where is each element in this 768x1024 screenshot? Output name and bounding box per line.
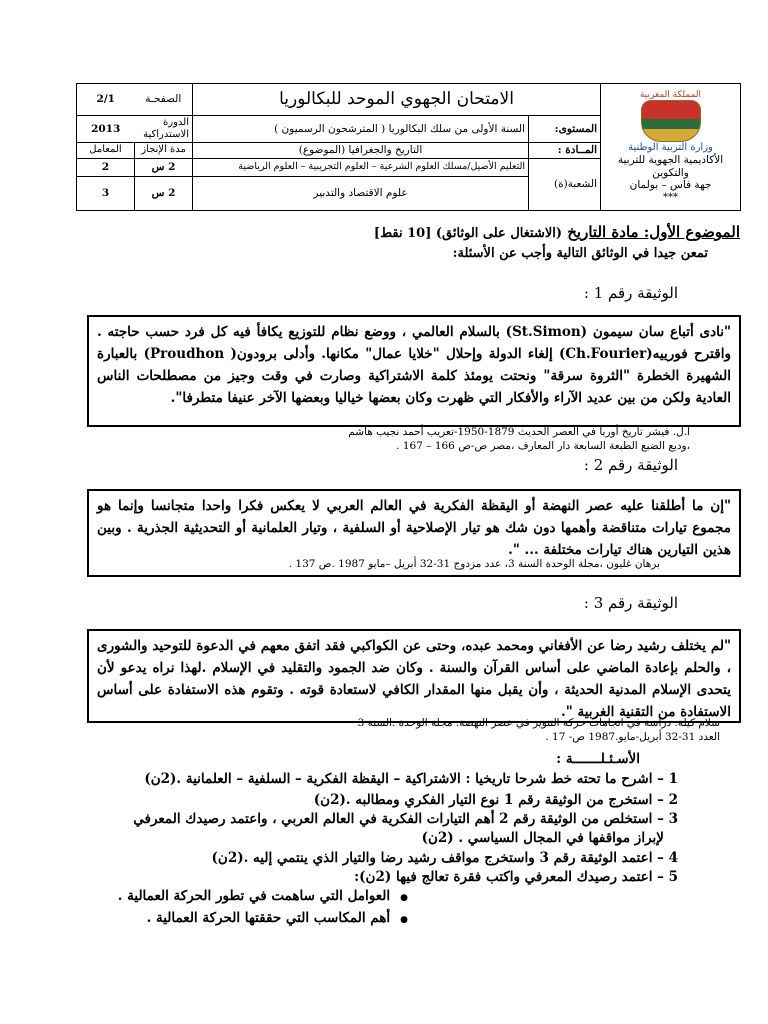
bullet-1-text: العوامل التي ساهمت في تطور الحركة العمالية . <box>117 888 391 904</box>
doc2-text-box: "إن ما أطلقنا عليه عصر النهضة أو اليقظة الفكرية في العالم العربي لا يعكس فكرا واحدا متجانسا وإنما هو مجموع تيارات متناقضة وأهمها دون شك هو تيار الإصلاحية أو السلفية ، وتيار العلمانية أو التحديثية الجذرية . وبين هذين التيارين هناك تيارات مختلفة ... ". <box>87 489 741 577</box>
subject-value: التاريخ والجغرافيا (الموضوع) <box>193 143 529 159</box>
year-value: 2013 <box>77 116 135 143</box>
question-1: 1 – اشرح ما تحته خط شرحا تاريخيا : الاشتراكية – اليقظة الفكرية – السلفية – العلمانية .(2ن) <box>144 771 678 787</box>
bullet-item <box>147 910 408 926</box>
kingdom-label: المملكة المغربية <box>639 89 702 100</box>
doc3-source-line1: سلام كيلة. دراسة في اتجاهات حركة التنوير في عصر النهضة. مجلة الوحدة .السنة 3 <box>357 717 720 729</box>
doc3-source <box>120 716 720 744</box>
doc1-source <box>130 425 690 453</box>
branch1-value: التعليم الأصيل/مسلك العلوم الشرعية – العلوم التجريبية – العلوم الرياضية <box>193 158 529 176</box>
duration-label: مدة الإنجاز <box>135 143 193 159</box>
question-3b: لإبراز مواقفها في المجال السياسي . (2ن) <box>421 830 664 846</box>
question-4: 4 – اعتمد الوثيقة رقم 3 واستخرج مواقف رشيد رضا والتيار الذي ينتمي إليه .(2ن) <box>211 850 678 866</box>
doc1-source-line2: ،وديع الضبع الطبعة السابعة دار المعارف ،مصر ص-ص 166 – 167 . <box>396 440 690 452</box>
duration1-value: 2 س <box>135 158 193 176</box>
doc3-title: الوثيقة رقم 3 : <box>583 594 678 612</box>
question-2: 2 – استخرج من الوثيقة رقم 1 نوع التيار الفكري ومطالبه .(2ن) <box>313 792 678 808</box>
doc3-text-box: "لم يختلف رشيد رضا عن الأفغاني ومحمد عبده، وحتى عن الكواكبي فقد اتفق معهم في الدعوة للتوحيد والشورى ، والحلم بإعادة الماضي على أساس القرآن والسنة . وكان ضد الجمود والتقليد في الإسلام .لهذا نراه يدعو لأن يتحدى الإسلام المدنية الحديثة ، وأن يقبل منها المقدار الكافي لاستعادة قوته . وتقوم هذه الاستفادة على أساس الاستفادة من التقنية الغربية ". <box>87 629 741 723</box>
level-value: السنة الأولى من سلك البكالوريا ( المترشحون الرسميون ) <box>193 116 529 143</box>
doc2-title: الوثيقة رقم 2 : <box>583 456 678 474</box>
academy-label: الأكاديمية الجهوية للتربية والتكوين <box>617 154 724 179</box>
region-label: جهة فاس – بولمان <box>629 179 712 192</box>
royal-crest-icon <box>641 100 701 142</box>
topic-title: الموضوع الأول: مادة التاريخ <box>567 223 740 241</box>
level-label: المستوى: <box>529 116 601 143</box>
page-label: الصفحـة <box>135 84 193 116</box>
topic-subtitle: (الاشتغال على الوثائق) [10 نقط] <box>373 226 563 241</box>
doc3-source-line2: العدد 31-32 أبريل-مايو.1987 ص- 17 . <box>545 731 720 743</box>
subject-label: المــادة : <box>529 143 601 159</box>
topic-instruction: تمعن جيدا في الوثائق التالية وأجب عن الأسئلة: <box>452 246 708 261</box>
session-label: الدورة الاستدراكية <box>135 116 193 143</box>
doc2-source: برهان غليون ،مجلة الوحدة السنة 3، عدد مزدوج 31-32 أبريل –مايو 1987 .ص 137 . <box>288 558 660 570</box>
bullet-2-text: أهم المكاسب التي حققتها الحركة العمالية . <box>146 910 391 926</box>
page-value: 2/1 <box>77 84 135 116</box>
coef-label: المعامل <box>77 143 135 159</box>
bullet-icon <box>390 910 408 926</box>
bullet-item <box>118 888 408 904</box>
question-3a: 3 – استخلص من الوثيقة رقم 2 أهم التيارات الفكرية في العالم العربي ، واعتمد رصيدك المعرفي <box>133 811 678 827</box>
stars: *** <box>663 192 679 204</box>
coef1-value: 2 <box>77 158 135 176</box>
topic-heading <box>374 223 740 241</box>
doc1-title: الوثيقة رقم 1 : <box>583 284 678 302</box>
question-5: 5 – اعتمد رصيدك المعرفي واكتب فقرة تعالج فيها (2ن): <box>354 869 678 885</box>
bullet-icon <box>390 888 408 904</box>
coef2-value: 3 <box>77 176 135 210</box>
branches-label: الشعبة(ة) <box>529 158 601 210</box>
exam-title: الامتحان الجهوي الموحد للبكالوريا <box>193 84 601 116</box>
doc1-source-line1: ا.ل. فيشر تاريخ أوربا في العصر الحديث 1879-1950-تعريب أحمد نجيب هاشم <box>348 426 690 438</box>
duration2-value: 2 س <box>135 176 193 210</box>
ministry-label: وزارة التربية الوطنية <box>628 142 713 154</box>
questions-title: الأسـئـلـــــــة : <box>556 751 640 767</box>
ministry-block <box>601 84 741 211</box>
exam-header-table <box>76 83 741 211</box>
branch2-value: علوم الاقتصاد والتدبير <box>193 176 529 210</box>
doc1-text-box: "نادى أتباع سان سيمون (St.Simon) بالسلام العالمي ، ووضع نظام للتوزيع يكافأ فيه كل فرد حسب حاجته . واقترح فورييه(Ch.Fourier) إلغاء الدولة وإحلال "خلايا عمال" مكانها. وأدلى برودون( Proudhon) بالعبارة الشهيرة الخطرة "الثروة سرقة" ونحتت يومئذ كلمة الاشتراكية وصارت في وقت وجيز من مصطلحات الناس العادية ولكن من بين عديد الآراء والأفكار التي ظهرت وكان بعضها خياليا وبعضها الآخر عنيفا متطرفا". <box>87 315 741 427</box>
